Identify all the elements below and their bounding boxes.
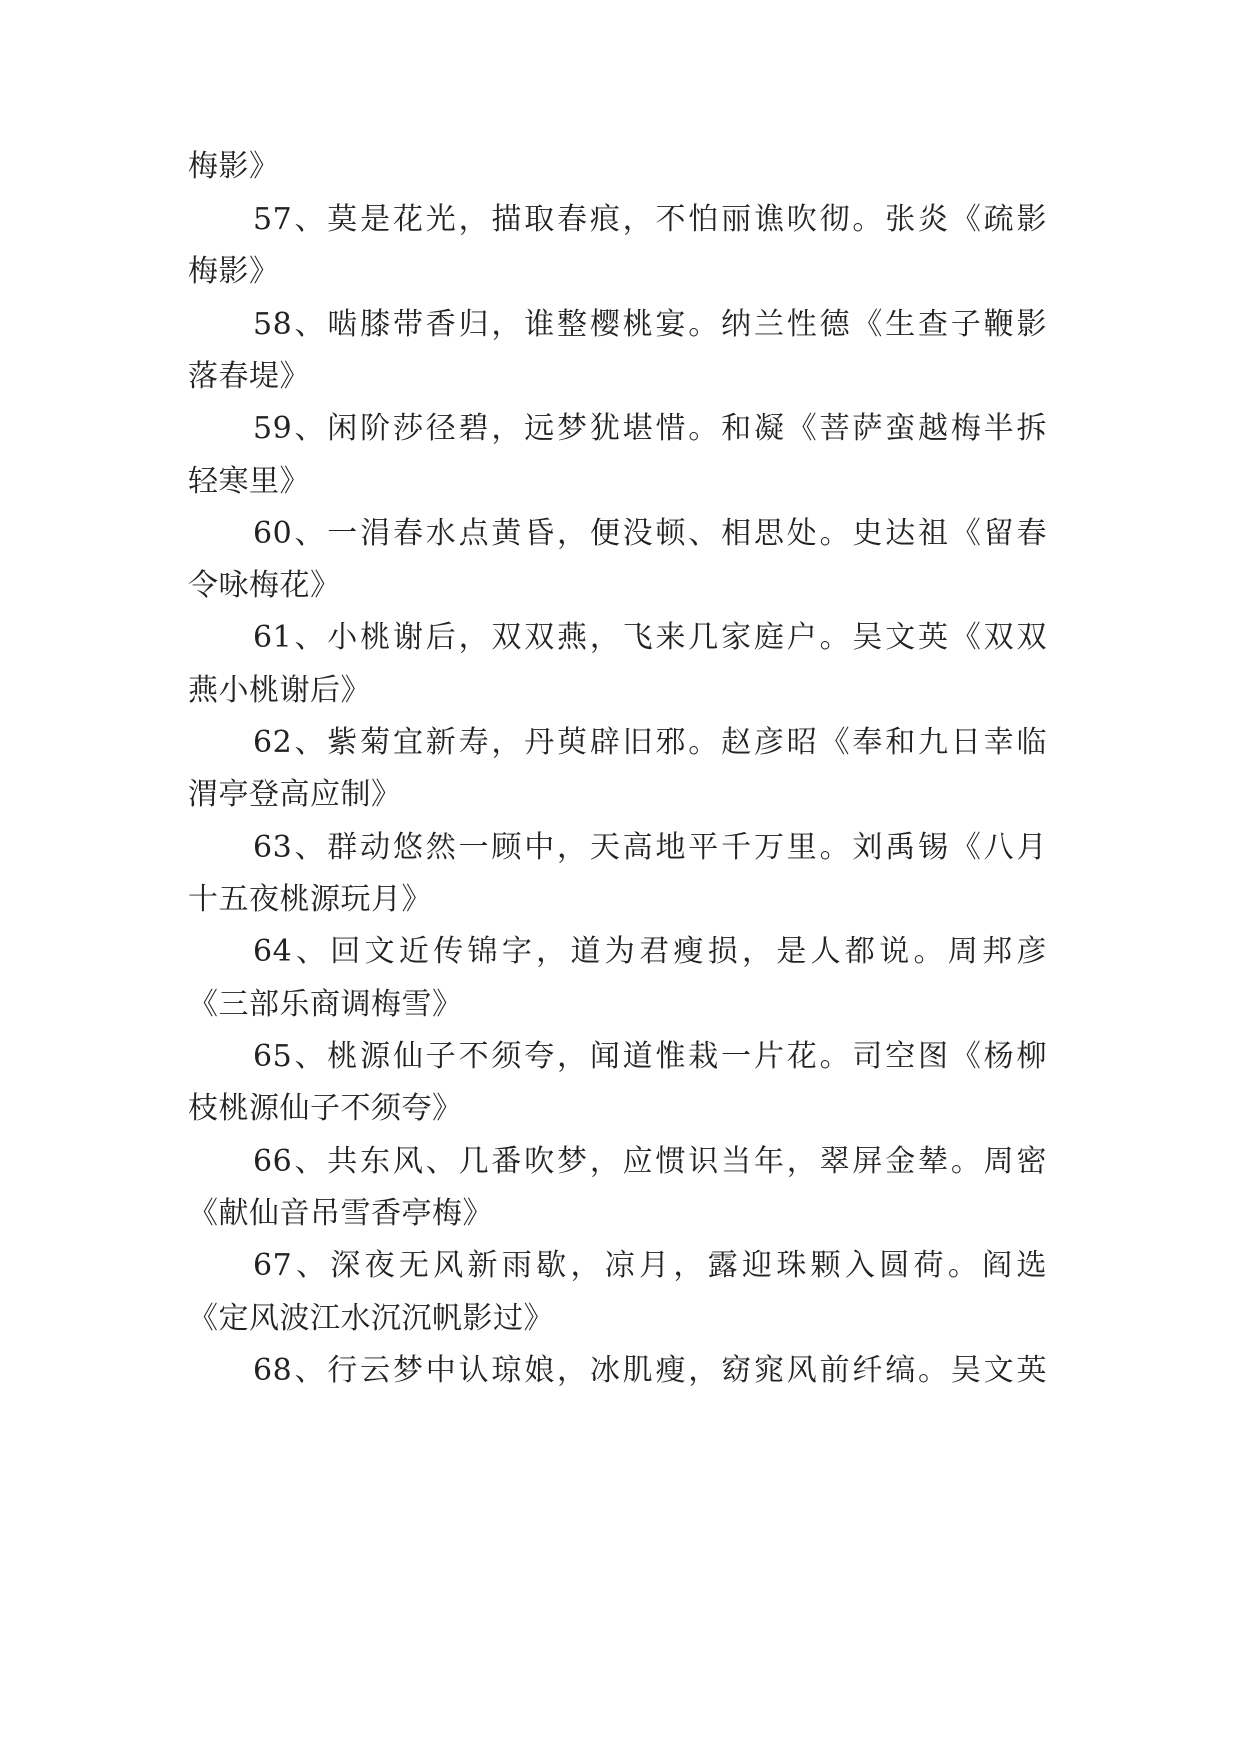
poem-entry-57-cont: 梅影》 bbox=[188, 254, 280, 289]
poem-entry-59-cont: 轻寒里》 bbox=[188, 464, 310, 499]
poem-entry-63: 63、群动悠然一顾中，天高地平千万里。刘禹锡《八月 bbox=[253, 830, 1047, 865]
poem-entry-60: 60、一涓春水点黄昏，便没顿、相思处。史达祖《留春 bbox=[253, 516, 1047, 551]
poem-entry-65: 65、桃源仙子不须夸，闻道惟栽一片花。司空图《杨柳 bbox=[253, 1039, 1047, 1074]
poem-entry-61: 61、小桃谢后，双双燕，飞来几家庭户。吴文英《双双 bbox=[253, 620, 1047, 655]
poem-entry-65-cont: 枝桃源仙子不须夸》 bbox=[188, 1091, 463, 1126]
poem-entry-64-cont: 《三部乐商调梅雪》 bbox=[188, 987, 463, 1022]
poem-entry-60-cont: 令咏梅花》 bbox=[188, 568, 341, 603]
poem-entry-61-cont: 燕小桃谢后》 bbox=[188, 673, 371, 708]
poem-entry-67-cont: 《定风波江水沉沉帆影过》 bbox=[188, 1301, 554, 1336]
poem-entry-68: 68、行云梦中认琼娘，冰肌瘦，窈窕风前纤缟。吴文英 bbox=[253, 1353, 1047, 1388]
poem-entry-59: 59、闲阶莎径碧，远梦犹堪惜。和凝《菩萨蛮越梅半拆 bbox=[253, 411, 1047, 446]
poem-entry-58: 58、啮膝带香归，谁整樱桃宴。纳兰性德《生查子鞭影 bbox=[253, 307, 1047, 342]
poem-entry-67: 67、深夜无风新雨歇，凉月，露迎珠颗入圆荷。阎选 bbox=[253, 1248, 1047, 1283]
poem-entry-62: 62、紫菊宜新寿，丹萸辟旧邪。赵彦昭《奉和九日幸临 bbox=[253, 725, 1047, 760]
poem-entry-57: 57、莫是花光，描取春痕，不怕丽谯吹彻。张炎《疏影 bbox=[253, 202, 1047, 237]
poem-line: 梅影》 bbox=[188, 149, 280, 184]
poem-entry-62-cont: 渭亭登高应制》 bbox=[188, 777, 402, 812]
poem-entry-64: 64、回文近传锦字，道为君瘦损，是人都说。周邦彦 bbox=[253, 934, 1047, 969]
poem-entry-66-cont: 《献仙音吊雪香亭梅》 bbox=[188, 1196, 493, 1231]
poem-entry-58-cont: 落春堤》 bbox=[188, 359, 310, 394]
poem-entry-66: 66、共东风、几番吹梦，应惯识当年，翠屏金辇。周密 bbox=[253, 1144, 1047, 1179]
poem-entry-63-cont: 十五夜桃源玩月》 bbox=[188, 882, 432, 917]
